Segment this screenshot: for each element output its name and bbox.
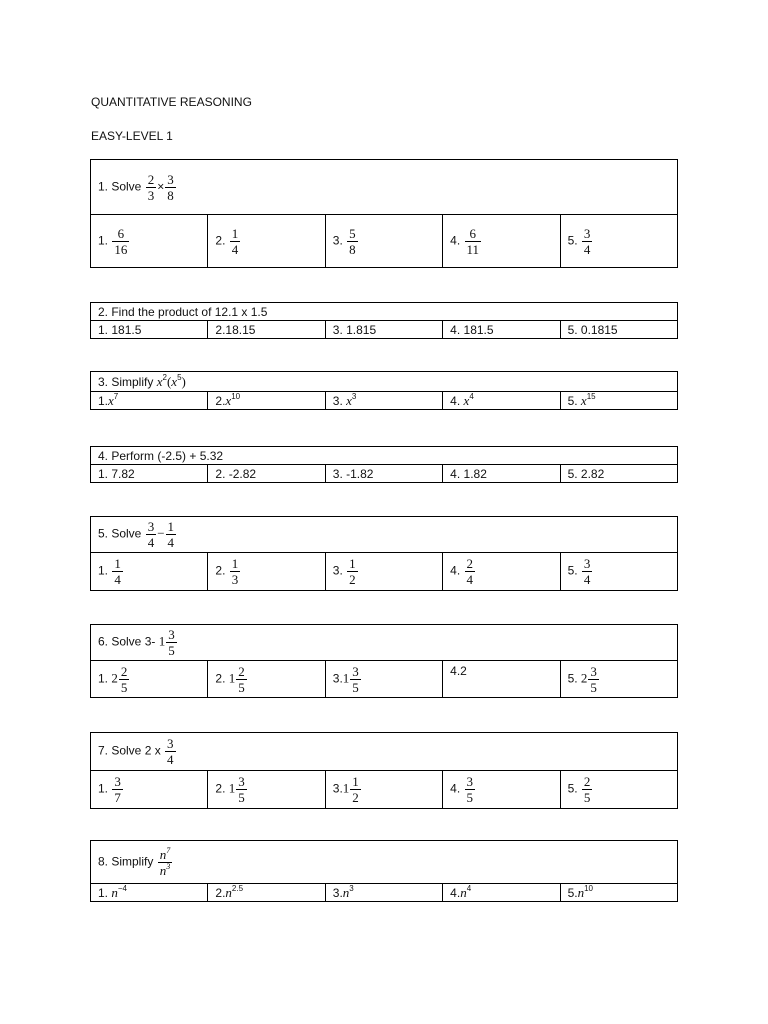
fraction: $\frac{3}{7}$ bbox=[114, 774, 121, 805]
option-3[interactable]: 3.1 $\frac{3}{5}$ bbox=[325, 661, 442, 698]
question-5-prompt: 5. Solve $\frac{3}{4}$ − $\frac{1}{4}$ bbox=[91, 517, 678, 553]
option-3[interactable]: 3. -1.82 bbox=[325, 465, 442, 483]
option-4[interactable]: 4. $\frac{3}{5}$ bbox=[443, 771, 560, 809]
option-3[interactable]: 3. $\frac{1}{2}$ bbox=[325, 553, 442, 591]
option-2[interactable]: 2. $\frac{1}{3}$ bbox=[208, 553, 325, 591]
fraction: $\frac{n^7}{n^3}$ bbox=[159, 845, 171, 878]
question-4-prompt: 4. Perform (-2.5) + 5.32 bbox=[91, 447, 678, 465]
option-5[interactable]: 5. $x^{15}$ bbox=[560, 392, 677, 410]
question-4-table bbox=[90, 446, 678, 483]
option-4[interactable]: 4. 1.82 bbox=[443, 465, 560, 483]
question-8-prompt: 8. Simplify $\frac{n^7}{n^3}$ bbox=[91, 841, 678, 884]
fraction: $\frac{2}{3}$ bbox=[147, 171, 155, 203]
option-1[interactable]: 1. 7.82 bbox=[91, 465, 208, 483]
option-3[interactable]: 3.1 $\frac{1}{2}$ bbox=[325, 771, 442, 809]
fraction: $\frac{1}{2}$ bbox=[349, 556, 356, 587]
option-3[interactable]: $3.n^3$ bbox=[325, 884, 442, 902]
question-1-text: 1. Solve bbox=[98, 179, 142, 194]
option-4[interactable]: 4. 181.5 bbox=[443, 321, 560, 339]
document-title: QUANTITATIVE REASONING bbox=[91, 95, 252, 109]
fraction: $\frac{6}{16}$ bbox=[114, 225, 128, 257]
question-6-prompt: 6. Solve 3- 1 $\frac{3}{5}$ bbox=[91, 625, 678, 661]
option-4[interactable]: 4. $x^4$ bbox=[443, 392, 560, 410]
option-5[interactable]: 5. 2 $\frac{3}{5}$ bbox=[560, 661, 677, 698]
option-2[interactable]: $2.n^{2.5}$ bbox=[208, 884, 325, 902]
fraction: $\frac{3}{5}$ bbox=[238, 774, 245, 805]
fraction: $\frac{3}{5}$ bbox=[352, 663, 359, 695]
question-1-prompt bbox=[91, 160, 678, 215]
fraction: $\frac{2}{4}$ bbox=[466, 556, 474, 587]
level-heading: EASY-LEVEL 1 bbox=[91, 129, 173, 143]
option-1[interactable]: 1. $\frac{3}{7}$ bbox=[91, 771, 208, 809]
fraction: $\frac{3}{5}$ bbox=[590, 663, 597, 695]
option-5[interactable]: 5. 0.1815 bbox=[560, 321, 677, 339]
option-4[interactable]: $4.n^4$ bbox=[443, 884, 560, 902]
fraction: $\frac{1}{4}$ bbox=[231, 225, 239, 257]
fraction: $\frac{2}{5}$ bbox=[120, 663, 128, 695]
option-1[interactable]: 1. 181.5 bbox=[91, 321, 208, 339]
fraction: $\frac{1}{4}$ bbox=[114, 556, 121, 587]
option-4[interactable]: 4. $\frac{2}{4}$ bbox=[443, 553, 560, 591]
fraction: $\frac{3}{5}$ bbox=[168, 627, 175, 658]
question-3-prompt: 3. Simplify $x^2(x^5)$ bbox=[91, 372, 678, 392]
option-3[interactable]: 3. $x^3$ bbox=[325, 392, 442, 410]
option-1[interactable]: 1. 2 $\frac{2}{5}$ bbox=[91, 661, 208, 698]
question-7-prompt: 7. Solve 2 x $\frac{3}{4}$ bbox=[91, 733, 678, 771]
option-1[interactable]: $1.x^7$ bbox=[91, 392, 208, 410]
question-2-prompt: 2. Find the product of 12.1 x 1.5 bbox=[91, 303, 678, 321]
question-6-table bbox=[90, 624, 678, 698]
option-2[interactable]: 2. -2.82 bbox=[208, 465, 325, 483]
fraction: $\frac{1}{4}$ bbox=[167, 519, 175, 550]
question-1-table bbox=[90, 159, 678, 268]
option-2[interactable]: 2. 1 $\frac{3}{5}$ bbox=[208, 771, 325, 809]
option-1[interactable]: 1. $\frac{1}{4}$ bbox=[91, 553, 208, 591]
option-5[interactable]: 5. $\frac{2}{5}$ bbox=[560, 771, 677, 809]
operator: × bbox=[157, 179, 165, 194]
question-2-table bbox=[90, 302, 678, 339]
option-5[interactable]: 5. 2.82 bbox=[560, 465, 677, 483]
fraction: $\frac{3}{4}$ bbox=[147, 519, 155, 550]
fraction: $\frac{2}{5}$ bbox=[238, 663, 245, 695]
fraction: $\frac{3}{8}$ bbox=[167, 171, 174, 203]
fraction: $\frac{1}{2}$ bbox=[352, 774, 359, 805]
fraction: $\frac{3}{4}$ bbox=[167, 736, 174, 767]
question-7-table bbox=[90, 732, 678, 809]
option-2[interactable]: $2.x^{10}$ bbox=[208, 392, 325, 410]
option-5[interactable]: $5.n^{10}$ bbox=[560, 884, 677, 902]
question-3-table bbox=[90, 371, 678, 410]
fraction: $\frac{6}{11}$ bbox=[466, 225, 480, 257]
fraction: $\frac{5}{8}$ bbox=[349, 225, 356, 257]
option-3[interactable]: 3. $\frac{5}{8}$ bbox=[325, 215, 442, 268]
option-4[interactable]: 4. $\frac{6}{11}$ bbox=[443, 215, 560, 268]
option-1[interactable]: 1. $\frac{6}{16}$ bbox=[91, 215, 208, 268]
option-5[interactable]: 5. $\frac{3}{4}$ bbox=[560, 553, 677, 591]
question-5-table bbox=[90, 516, 678, 591]
fraction: $\frac{2}{5}$ bbox=[583, 774, 591, 805]
question-8-table bbox=[90, 840, 678, 902]
fraction: $\frac{3}{5}$ bbox=[466, 774, 474, 805]
option-2[interactable]: 2. $\frac{1}{4}$ bbox=[208, 215, 325, 268]
option-5[interactable]: 5. $\frac{3}{4}$ bbox=[560, 215, 677, 268]
option-2[interactable]: 2. 1 $\frac{2}{5}$ bbox=[208, 661, 325, 698]
fraction: $\frac{3}{4}$ bbox=[583, 556, 591, 587]
option-1[interactable]: 1. $n^{-4}$ bbox=[91, 884, 208, 902]
option-4[interactable]: 4.2 bbox=[443, 661, 560, 698]
option-3[interactable]: 3. 1.815 bbox=[325, 321, 442, 339]
fraction: $\frac{3}{4}$ bbox=[583, 225, 591, 257]
operator: − bbox=[157, 525, 165, 541]
fraction: $\frac{1}{3}$ bbox=[231, 556, 239, 587]
option-2[interactable]: 2.18.15 bbox=[208, 321, 325, 339]
